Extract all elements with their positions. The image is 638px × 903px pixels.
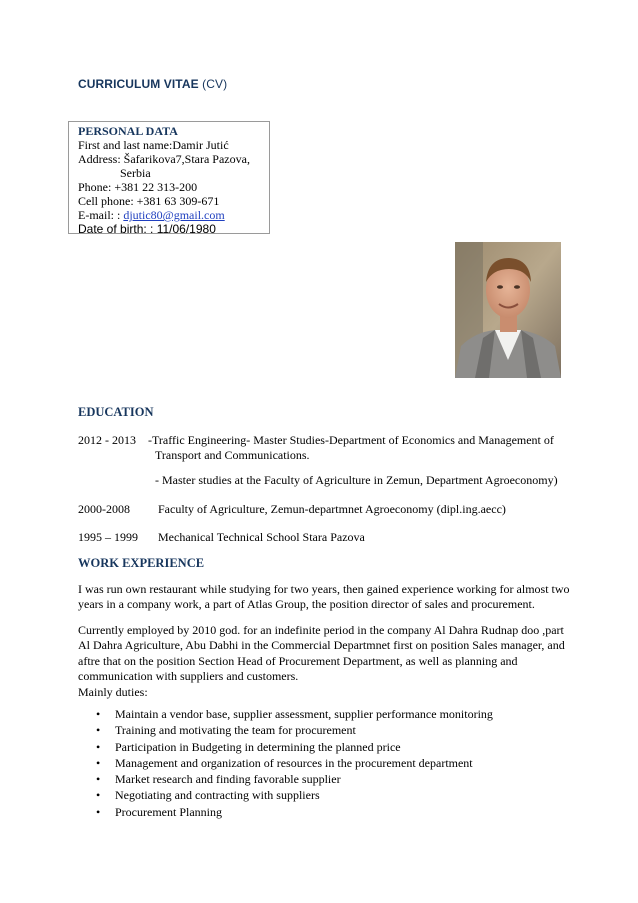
profile-photo bbox=[455, 242, 561, 378]
work-paragraph-2 bbox=[78, 623, 573, 700]
email-line bbox=[78, 208, 225, 222]
email-label: E-mail: : bbox=[78, 208, 124, 222]
email-link[interactable]: djutic80@gmail.com bbox=[123, 208, 225, 222]
address-line: Address: Šafarikova7,Stara Pazova, bbox=[78, 152, 250, 166]
bullet-icon: • bbox=[96, 755, 101, 770]
education-entry-text: - Master studies at the Faculty of Agriculture in Zemun, Department Agroeconomy) bbox=[155, 473, 558, 487]
name-line: First and last name:Damir Jutić bbox=[78, 138, 229, 152]
duty-text: Market research and finding favorable supplier bbox=[115, 772, 341, 787]
cv-title bbox=[78, 77, 227, 91]
duties-label: Mainly duties: bbox=[78, 684, 148, 699]
phone-line: Phone: +381 22 313-200 bbox=[78, 180, 198, 194]
cv-title-main: CURRICULUM VITAE bbox=[78, 77, 199, 91]
paragraph-line: I was run own restaurant while studying for two years, then gained experience working for almost two bbox=[78, 582, 570, 596]
bullet-icon: • bbox=[96, 804, 101, 819]
paragraph-line: Currently employed by 2010 god. for an indefinite period in the company Al Dahra Rudnap doo ,part bbox=[78, 623, 564, 637]
duties-list bbox=[96, 706, 493, 820]
bullet-icon: • bbox=[96, 739, 101, 754]
work-paragraph-1 bbox=[78, 582, 573, 613]
cell-phone-line: Cell phone: +381 63 309-671 bbox=[78, 194, 220, 208]
education-heading: EDUCATION bbox=[78, 405, 154, 419]
work-experience-heading: WORK EXPERIENCE bbox=[78, 556, 205, 570]
duty-text: Training and motivating the team for procurement bbox=[115, 723, 356, 738]
paragraph-line: Al Dahra Agriculture, Abu Dabhi in the Commercial Departmnet first on position Sales manager, and bbox=[78, 638, 565, 653]
cv-title-abbr: (CV) bbox=[202, 77, 228, 91]
education-entry-text: -Traffic Engineering- Master Studies-Department of Economics and Management of bbox=[148, 433, 554, 447]
address-country: Serbia bbox=[120, 166, 151, 180]
personal-data-heading: PERSONAL DATA bbox=[78, 124, 178, 138]
education-entry-text: Transport and Communications. bbox=[155, 448, 310, 462]
list-item bbox=[96, 706, 493, 722]
personal-data-box bbox=[68, 121, 270, 234]
duty-text: Negotiating and contracting with suppliers bbox=[115, 788, 320, 803]
paragraph-line: communication with suppliers and customers. bbox=[78, 669, 299, 684]
education-years: 2012 - 2013 bbox=[78, 433, 136, 447]
list-item bbox=[96, 804, 493, 820]
list-item bbox=[96, 771, 493, 787]
duty-text: Participation in Budgeting in determining the planned price bbox=[115, 739, 401, 754]
education-years: 1995 – 1999 bbox=[78, 530, 138, 544]
duty-text: Management and organization of resources in the procurement department bbox=[115, 755, 473, 770]
duty-text: Procurement Planning bbox=[115, 804, 222, 819]
education-years: 2000-2008 bbox=[78, 502, 130, 516]
bullet-icon: • bbox=[96, 772, 101, 787]
bullet-icon: • bbox=[96, 723, 101, 738]
education-entry-text: Faculty of Agriculture, Zemun-departmnet Agroeconomy (dipl.ing.aecc) bbox=[158, 502, 506, 516]
paragraph-line: years in a company work, a part of Atlas Group, the position director of sales and procurement. bbox=[78, 597, 535, 612]
date-of-birth: Date of birth: : 11/06/1980 bbox=[78, 222, 216, 236]
list-item bbox=[96, 755, 493, 771]
paragraph-line: aftre that on the position Section Head of Procurement Department, as well as planning and bbox=[78, 653, 518, 668]
bullet-icon: • bbox=[96, 788, 101, 803]
list-item bbox=[96, 739, 493, 755]
list-item bbox=[96, 722, 493, 738]
bullet-icon: • bbox=[96, 707, 101, 721]
duty-text: Maintain a vendor base, supplier assessment, supplier performance monitoring bbox=[115, 707, 493, 721]
list-item bbox=[96, 787, 493, 803]
profile-photo-image bbox=[455, 242, 561, 378]
education-entry-text: Mechanical Technical School Stara Pazova bbox=[158, 530, 365, 544]
